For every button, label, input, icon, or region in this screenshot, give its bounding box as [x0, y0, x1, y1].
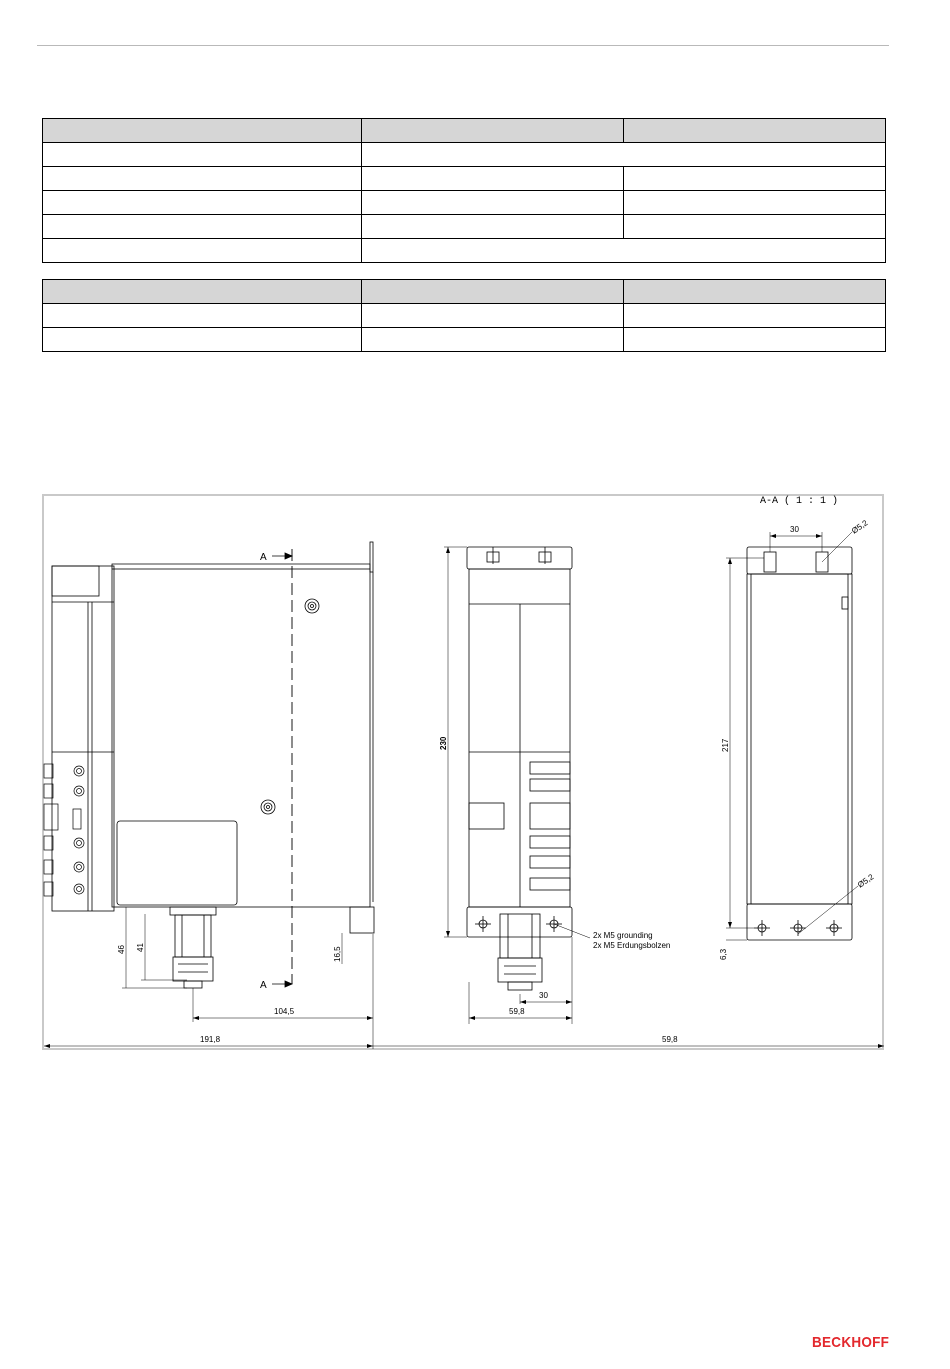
spec-table-2 — [42, 279, 886, 352]
table-row — [43, 215, 886, 239]
dim-46: 46 — [117, 945, 126, 954]
front-view — [439, 547, 670, 1024]
dim-30-front: 30 — [539, 991, 548, 1000]
section-view — [719, 495, 876, 960]
brand-logo: BECKHOFF — [812, 1334, 890, 1351]
table-row — [43, 143, 886, 167]
table-header-row — [43, 119, 886, 143]
dim-59-8-front: 59,8 — [509, 1007, 525, 1016]
dim-230: 230 — [439, 736, 448, 750]
section-marker-bottom: A — [260, 980, 267, 991]
section-title: A-A ( 1 : 1 ) — [760, 496, 839, 507]
section-marker-top: A — [260, 552, 267, 563]
dim-hole-top: Ø5,2 — [849, 518, 870, 536]
dim-16-5: 16,5 — [333, 946, 342, 962]
table-row — [43, 191, 886, 215]
side-view — [44, 542, 374, 1049]
dim-41: 41 — [136, 943, 145, 952]
dim-59-8-overall: 59,8 — [662, 1035, 678, 1044]
note-line2: 2x M5 Erdungsbolzen — [593, 941, 671, 950]
spec-table-1 — [42, 118, 886, 263]
dim-hole-bottom: Ø5,2 — [855, 872, 876, 890]
table-row — [43, 304, 886, 328]
note-line1: 2x M5 grounding — [593, 931, 653, 940]
dim-6-3: 6,3 — [719, 948, 728, 960]
table-row — [43, 239, 886, 263]
dim-30-section: 30 — [790, 525, 799, 534]
dim-104-5: 104,5 — [274, 1007, 295, 1016]
table-row — [43, 167, 886, 191]
header-rule — [37, 45, 889, 46]
table-header-row — [43, 280, 886, 304]
table-row — [43, 328, 886, 352]
dimension-drawing — [42, 494, 884, 1050]
dim-191-8: 191,8 — [200, 1035, 221, 1044]
dim-217: 217 — [721, 738, 730, 752]
